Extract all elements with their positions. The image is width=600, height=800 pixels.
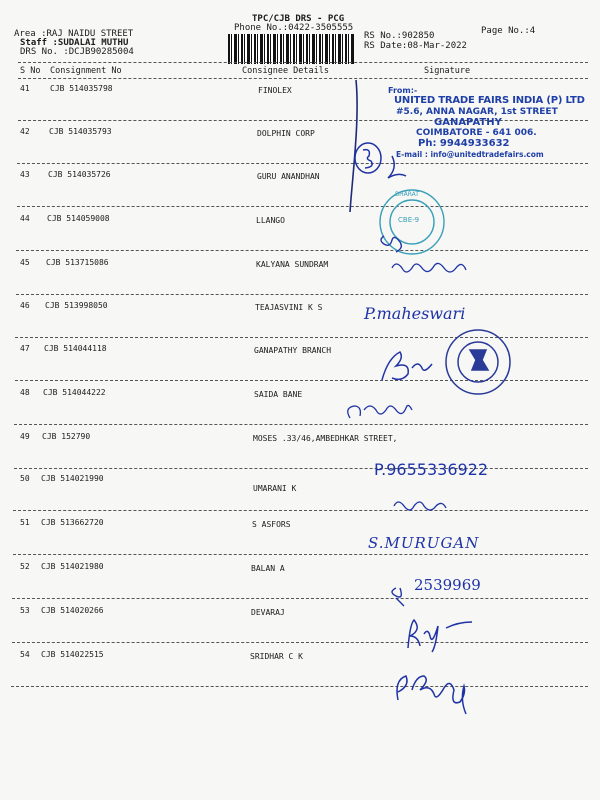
row-consignment-number: CJB 514035726 [48,170,111,179]
row-sno: 50 [20,474,30,483]
sheet-title: TPC/CJB DRS - PCG [252,14,345,24]
row-consignment-number: CJB 514020266 [41,606,104,615]
row-consignee-name: S ASFORS [252,520,291,529]
row-consignee-name: BALAN A [251,564,285,573]
row-consignee-name: DEVARAJ [251,608,285,617]
row-consignee-name: FINOLEX [258,86,292,95]
table-row [0,340,600,384]
signature-row-51: S.MURUGAN [368,534,480,552]
row-consignee-name: LLANGO [256,216,285,225]
row-sno: 51 [20,518,30,527]
table-row [0,384,600,428]
row-consignee-name: SAIDA BANE [254,390,303,399]
column-consignee: Consignee Details [242,66,329,76]
row-consignment-number: CJB 514035793 [49,127,112,136]
column-header-divider [18,78,588,79]
row-divider [15,337,588,338]
table-row [0,558,600,602]
row-consignee-name: GANAPATHY BRANCH [254,346,332,355]
company-stamp [372,86,585,164]
svg-text:CBE-9: CBE-9 [398,216,420,224]
drs-number: DRS No. :DCJB90285004 [20,47,134,57]
row-divider [13,554,588,555]
row-divider [17,206,588,207]
row-consignment-number: CJB 514021990 [41,474,104,483]
table-row [0,297,600,341]
row-divider [14,424,588,425]
stamp-city: COIMBATORE - 641 006. [416,128,537,138]
row-consignment-number: CJB 152790 [42,432,91,441]
row-divider [16,294,588,295]
barcode [228,34,354,64]
table-row [0,428,600,472]
row-sno: 45 [20,258,30,267]
svg-text:BHARAT: BHARAT [395,191,419,198]
row-sno: 42 [20,127,30,136]
row-consignee-name: UMARANI K [253,484,297,493]
row-sno: 47 [20,344,30,353]
row-divider [11,686,588,687]
row-sno: 54 [20,650,30,659]
row-consignment-number: CJB 514059008 [47,214,110,223]
row-consignment-number: CJB 514044222 [43,388,106,397]
row-sno: 49 [20,432,30,441]
stamp-area: GANAPATHY [434,117,502,128]
row-consignee-name: KALYANA SUNDRAM [256,260,329,269]
stamp-address: #5.6, ANNA NAGAR, 1st STREET [396,107,558,117]
row-consignment-number: CJB 514044118 [44,344,107,353]
row-sno: 44 [20,214,30,223]
row-consignee-name: TEAJASVINI K S [255,303,323,312]
stamp-from: From:- [388,86,418,95]
row-consignee-name: GURU ANANDHAN [257,172,320,181]
table-row [0,254,600,298]
signature-row-49: P.9655336922 [374,460,489,479]
column-sno: S No [20,66,41,76]
staff-field: Staff :SUDALAI MUTHU [20,38,129,48]
signature-row-52: 2539969 [414,576,481,594]
row-consignee-name: DOLPHIN CORP [257,129,315,138]
row-consignment-number: CJB 513662720 [41,518,104,527]
stamp-email: E-mail : info@unitedtradefairs.com [396,150,544,159]
table-row [0,646,600,690]
row-sno: 48 [20,388,30,397]
phone-number: Phone No.:0422-3505555 [234,23,354,33]
table-row [0,210,600,254]
row-divider [13,510,588,511]
row-divider [12,598,588,599]
signature-row-46: P.maheswari [364,304,466,323]
row-sno: 53 [20,606,30,615]
row-consignment-number: CJB 514022515 [41,650,104,659]
row-divider [16,250,588,251]
stamp-company: UNITED TRADE FAIRS INDIA (P) LTD [394,95,585,106]
row-divider [15,380,588,381]
row-consignment-number: CJB 513715086 [46,258,109,267]
table-row [0,514,600,558]
header-divider [18,62,588,63]
table-row [0,602,600,646]
row-sno: 41 [20,84,30,93]
rs-date: RS Date:08-Mar-2022 [364,41,467,51]
row-sno: 43 [20,170,30,179]
row-consignee-name: SRIDHAR C K [250,652,303,661]
page-number: Page No.:4 [481,26,536,36]
row-sno: 46 [20,301,30,310]
row-consignment-number: CJB 514035798 [50,84,113,93]
row-consignee-name: MOSES .33/46,AMBEDHKAR STREET, [253,434,398,443]
row-divider [14,468,588,469]
column-consignment: Consignment No [50,66,122,76]
stamp-phone: Ph: 9944933632 [418,138,510,149]
column-signature: Signature [424,66,471,76]
rs-number: RS No.:902850 [364,31,435,41]
row-consignment-number: CJB 514021980 [41,562,104,571]
row-consignment-number: CJB 513998050 [45,301,108,310]
table-row [0,470,600,514]
row-divider [12,642,588,643]
row-sno: 52 [20,562,30,571]
area-field: Area :RAJ NAIDU STREET [14,29,134,39]
table-row [0,166,600,210]
